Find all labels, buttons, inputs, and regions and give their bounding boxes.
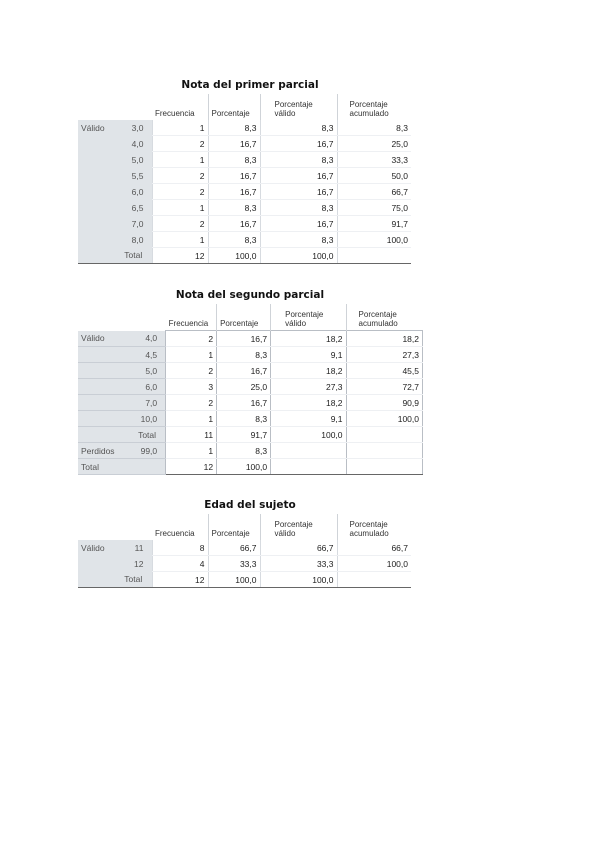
row-label: 4,5 [129, 347, 166, 363]
group-label [78, 200, 115, 216]
group-label [78, 427, 129, 443]
group-label [78, 248, 115, 264]
frecuencia-cell: 12 [152, 572, 208, 588]
porcentaje-valido-cell: 9,1 [271, 411, 346, 427]
porcentaje-acumulado-cell [346, 443, 422, 459]
header-porcentaje: Porcentaje [217, 304, 271, 331]
group-label [78, 363, 129, 379]
table-row [78, 136, 411, 152]
table-row [78, 540, 411, 556]
group-label: Válido [78, 540, 115, 556]
frecuencia-cell: 1 [152, 152, 208, 168]
header-porcentaje: Porcentaje [208, 514, 260, 540]
porcentaje-valido-cell: 8,3 [260, 200, 337, 216]
group-label [78, 395, 129, 411]
row-label: 5,0 [129, 363, 166, 379]
frecuencia-cell: 1 [166, 347, 217, 363]
porcentaje-valido-cell: 100,0 [260, 248, 337, 264]
table-row [78, 427, 423, 443]
porcentaje-cell: 25,0 [217, 379, 271, 395]
frecuencia-cell: 2 [166, 363, 217, 379]
row-label: 10,0 [129, 411, 166, 427]
frecuencia-cell: 1 [166, 411, 217, 427]
frequency-table-edad [78, 514, 411, 588]
table-row [78, 200, 411, 216]
table-row [78, 379, 423, 395]
group-label [78, 379, 129, 395]
header-frecuencia: Frecuencia [155, 529, 195, 538]
table-row [78, 459, 423, 475]
table-row [78, 395, 423, 411]
porcentaje-acumulado-cell: 8,3 [337, 120, 411, 136]
porcentaje-acumulado-cell: 72,7 [346, 379, 422, 395]
group-label [78, 572, 115, 588]
porcentaje-acumulado-cell: 90,9 [346, 395, 422, 411]
porcentaje-acumulado-cell: 66,7 [337, 540, 411, 556]
porcentaje-cell: 16,7 [208, 168, 260, 184]
frecuencia-cell: 11 [166, 427, 217, 443]
header-porcentaje-acumulado: Porcentaje acumulado [337, 514, 411, 540]
group-label [78, 152, 115, 168]
table-row [78, 216, 411, 232]
table-row [78, 411, 423, 427]
porcentaje-acumulado-cell [337, 572, 411, 588]
frequency-table-segundo-parcial [78, 304, 423, 475]
porcentaje-acumulado-cell: 45,5 [346, 363, 422, 379]
frecuencia-cell: 2 [152, 216, 208, 232]
group-label [78, 556, 115, 572]
porcentaje-cell: 8,3 [208, 120, 260, 136]
frecuencia-cell: 1 [152, 200, 208, 216]
row-label [129, 459, 166, 475]
row-label: 4,0 [129, 331, 166, 347]
porcentaje-valido-cell [271, 459, 346, 475]
porcentaje-cell: 8,3 [208, 232, 260, 248]
porcentaje-valido-cell: 18,2 [271, 363, 346, 379]
porcentaje-acumulado-cell: 27,3 [346, 347, 422, 363]
row-label: Total [129, 427, 166, 443]
frecuencia-cell: 1 [152, 120, 208, 136]
table-header-row [78, 94, 411, 120]
row-label: 4,0 [115, 136, 152, 152]
porcentaje-cell: 16,7 [217, 331, 271, 347]
row-label: 12 [115, 556, 152, 572]
group-label [78, 136, 115, 152]
header-frecuencia: Frecuencia [155, 109, 195, 118]
porcentaje-acumulado-cell: 66,7 [337, 184, 411, 200]
table-header-row [78, 304, 423, 331]
porcentaje-cell: 91,7 [217, 427, 271, 443]
header-porcentaje-valido: Porcentaje válido [260, 94, 337, 120]
porcentaje-valido-cell: 33,3 [260, 556, 337, 572]
porcentaje-valido-cell: 100,0 [260, 572, 337, 588]
porcentaje-cell: 16,7 [217, 395, 271, 411]
table3-title: Edad del sujeto [204, 499, 296, 511]
porcentaje-valido-cell: 100,0 [271, 427, 346, 443]
row-label: 6,0 [115, 184, 152, 200]
porcentaje-cell: 33,3 [208, 556, 260, 572]
row-label: 6,0 [129, 379, 166, 395]
frecuencia-cell: 2 [152, 136, 208, 152]
group-label [78, 184, 115, 200]
group-label [78, 168, 115, 184]
frecuencia-cell: 4 [152, 556, 208, 572]
frecuencia-cell: 2 [152, 168, 208, 184]
porcentaje-cell: 66,7 [208, 540, 260, 556]
frecuencia-cell: 8 [152, 540, 208, 556]
porcentaje-acumulado-cell: 91,7 [337, 216, 411, 232]
row-label: Total [115, 248, 152, 264]
porcentaje-cell: 8,3 [208, 200, 260, 216]
group-label [78, 347, 129, 363]
table-row [78, 232, 411, 248]
porcentaje-cell: 16,7 [208, 184, 260, 200]
header-porcentaje-acumulado: Porcentaje acumulado [346, 304, 422, 331]
table-row [78, 363, 423, 379]
frecuencia-cell: 12 [152, 248, 208, 264]
porcentaje-cell: 8,3 [208, 152, 260, 168]
table-header-row [78, 514, 411, 540]
table-row [78, 152, 411, 168]
table-row [78, 168, 411, 184]
frecuencia-cell: 12 [166, 459, 217, 475]
porcentaje-cell: 100,0 [217, 459, 271, 475]
row-label: 7,0 [129, 395, 166, 411]
header-porcentaje-valido: Porcentaje válido [271, 304, 346, 331]
frecuencia-cell: 1 [152, 232, 208, 248]
porcentaje-acumulado-cell [346, 459, 422, 475]
row-label: 8,0 [115, 232, 152, 248]
porcentaje-cell: 100,0 [208, 572, 260, 588]
porcentaje-valido-cell: 16,7 [260, 216, 337, 232]
porcentaje-cell: 8,3 [217, 347, 271, 363]
row-label: 7,0 [115, 216, 152, 232]
porcentaje-valido-cell: 9,1 [271, 347, 346, 363]
porcentaje-cell: 16,7 [208, 136, 260, 152]
porcentaje-acumulado-cell: 100,0 [337, 232, 411, 248]
porcentaje-valido-cell: 16,7 [260, 168, 337, 184]
porcentaje-valido-cell [271, 443, 346, 459]
header-porcentaje-valido: Porcentaje válido [260, 514, 337, 540]
group-label [78, 216, 115, 232]
porcentaje-acumulado-cell [337, 248, 411, 264]
row-label: 11 [115, 540, 152, 556]
porcentaje-acumulado-cell: 100,0 [337, 556, 411, 572]
porcentaje-cell: 16,7 [208, 216, 260, 232]
table-row [78, 120, 411, 136]
frecuencia-cell: 2 [166, 395, 217, 411]
porcentaje-cell: 16,7 [217, 363, 271, 379]
group-label [78, 411, 129, 427]
porcentaje-acumulado-cell: 25,0 [337, 136, 411, 152]
row-label: 3,0 [115, 120, 152, 136]
header-porcentaje-acumulado: Porcentaje acumulado [337, 94, 411, 120]
frequency-table-primer-parcial [78, 94, 411, 264]
row-label: 6,5 [115, 200, 152, 216]
porcentaje-acumulado-cell: 18,2 [346, 331, 422, 347]
row-label: 99,0 [129, 443, 166, 459]
table2-title: Nota del segundo parcial [175, 289, 325, 301]
porcentaje-acumulado-cell: 75,0 [337, 200, 411, 216]
porcentaje-valido-cell: 8,3 [260, 232, 337, 248]
porcentaje-valido-cell: 16,7 [260, 136, 337, 152]
porcentaje-valido-cell: 16,7 [260, 184, 337, 200]
frecuencia-cell: 1 [166, 443, 217, 459]
row-label: 5,0 [115, 152, 152, 168]
header-porcentaje: Porcentaje [208, 94, 260, 120]
group-label: Válido [78, 120, 115, 136]
table-row [78, 184, 411, 200]
table-row [78, 443, 423, 459]
frecuencia-cell: 2 [166, 331, 217, 347]
row-label: 5,5 [115, 168, 152, 184]
porcentaje-valido-cell: 18,2 [271, 331, 346, 347]
table-row [78, 556, 411, 572]
table-row [78, 347, 423, 363]
header-frecuencia: Frecuencia [168, 319, 209, 328]
frecuencia-cell: 3 [166, 379, 217, 395]
porcentaje-acumulado-cell: 33,3 [337, 152, 411, 168]
porcentaje-valido-cell: 18,2 [271, 395, 346, 411]
porcentaje-cell: 8,3 [217, 411, 271, 427]
porcentaje-valido-cell: 27,3 [271, 379, 346, 395]
total-label: Total [78, 459, 129, 475]
porcentaje-acumulado-cell: 100,0 [346, 411, 422, 427]
frecuencia-cell: 2 [152, 184, 208, 200]
table-row [78, 572, 411, 588]
table1-title: Nota del primer parcial [181, 79, 319, 91]
porcentaje-cell: 8,3 [217, 443, 271, 459]
table-row [78, 248, 411, 264]
porcentaje-valido-cell: 8,3 [260, 120, 337, 136]
porcentaje-valido-cell: 8,3 [260, 152, 337, 168]
group-label [78, 232, 115, 248]
porcentaje-cell: 100,0 [208, 248, 260, 264]
porcentaje-valido-cell: 66,7 [260, 540, 337, 556]
group-label: Válido [78, 331, 129, 347]
table-row [78, 331, 423, 347]
porcentaje-acumulado-cell: 50,0 [337, 168, 411, 184]
porcentaje-acumulado-cell [346, 427, 422, 443]
row-label: Total [115, 572, 152, 588]
group-label: Perdidos [78, 443, 129, 459]
